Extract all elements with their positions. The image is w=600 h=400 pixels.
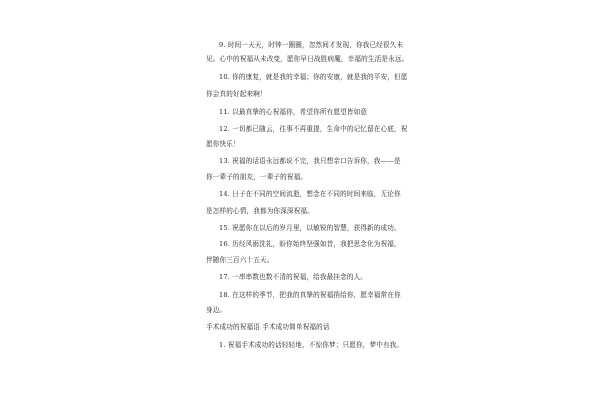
paragraph-14-line-2: 是怎样的心情，我都为你深深祝福。 bbox=[206, 207, 314, 215]
paragraph-11: 11. 以最真挚的心祝福你，希望你所有愿望皆如意 bbox=[219, 108, 368, 116]
paragraph-18-line-2: 身边。 bbox=[206, 306, 227, 314]
paragraph-9-line-1: 9. 时间一天天，时钟一圈圈，忽然间才发现，你我已经很久未 bbox=[219, 41, 404, 49]
paragraph-15: 15. 祝愿你在以后的岁月里，以敏锐的智慧，获得新的成功。 bbox=[219, 224, 401, 232]
paragraph-16-line-2: 伴随你三百六十五天。 bbox=[206, 256, 274, 264]
section-paragraph-1: 1. 祝福手术成功的话轻轻地，不惊你梦；只愿你，梦中有我。 bbox=[219, 341, 404, 349]
paragraph-12-line-1: 12. 一切都已随云，往事不再重提，生命中的记忆留在心底，祝 bbox=[219, 125, 408, 133]
section-heading: 手术成功的祝福语 手术成功简单祝福的话 bbox=[206, 323, 330, 331]
paragraph-10-line-2: 你会真的好起来啊！ bbox=[206, 90, 267, 98]
paragraph-13-line-2: 你一辈子的朋友，一辈子的祝福。 bbox=[206, 173, 308, 181]
paragraph-16-line-1: 16. 历经风雨洗礼，盼你始终坚强如昔，我把思念化为祝福， bbox=[219, 240, 401, 248]
paragraph-12-line-2: 愿你快乐！ bbox=[206, 140, 240, 148]
paragraph-17: 17. 一串串数也数不清的祝福，给我最挂念的人。 bbox=[219, 273, 368, 281]
paragraph-13-line-1: 13. 祝福的话语永远都说不完，我只想亲口告诉你，我——是 bbox=[219, 157, 401, 165]
paragraph-14-line-1: 14. 日子在不同的空间流逝，想念在不同的时间来临，无论你 bbox=[219, 190, 401, 198]
paragraph-9-line-2: 见。心中的祝福从未改变，愿你早日战胜病魔，幸福的生活是永远。 bbox=[206, 55, 409, 63]
paragraph-10-line-1: 10. 你的康复，就是我的幸福；你的安康，就是我的平安，但愿 bbox=[219, 73, 408, 81]
paragraph-18-line-1: 18. 在这样的季节，把我的真挚的祝福捎给你，愿幸福常在你 bbox=[219, 291, 401, 299]
